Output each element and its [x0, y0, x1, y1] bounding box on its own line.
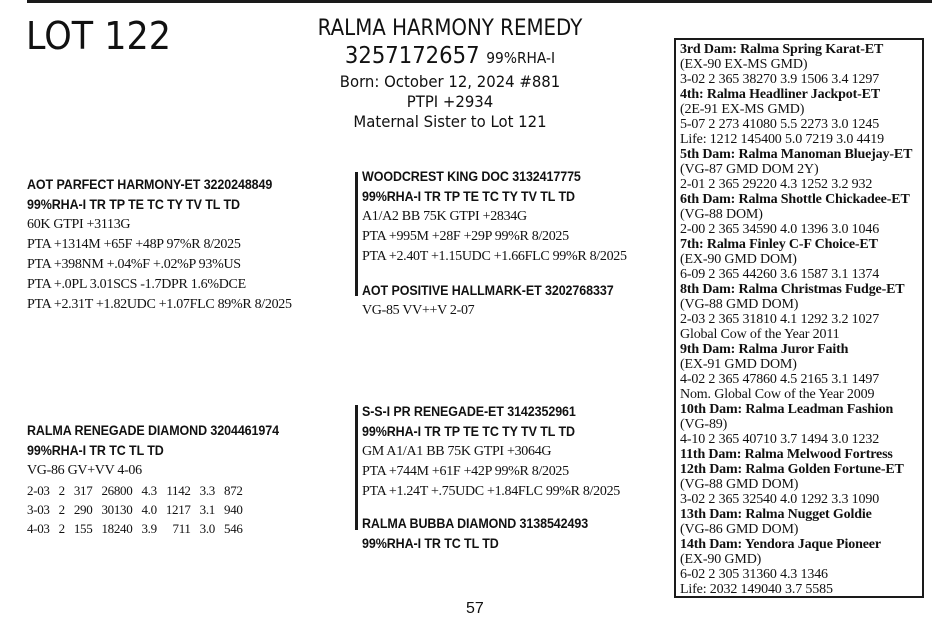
top-rule [27, 0, 932, 3]
sire-title: AOT PARFECT HARMONY-ET 3220248849 [27, 177, 273, 193]
pedigree-detail: (EX-90 EX-MS GMD) [680, 57, 808, 72]
dam-bracket [355, 405, 358, 530]
pedigree-detail: (VG-86 GMD DOM) [680, 522, 799, 537]
record-age: 4-03 [27, 521, 50, 536]
record-protein: 940 [224, 502, 243, 517]
pedigree-ancestor-name: 12th Dam: Ralma Golden Fortune-ET [680, 462, 904, 477]
pedigree-detail: 6-09 2 365 44260 3.6 1587 3.1 1374 [680, 267, 880, 282]
sire-codes: 99%RHA-I TR TP TE TC TY TV TL TD [27, 197, 240, 213]
pedigree-detail: (VG-88 DOM) [680, 207, 763, 222]
record-times: 2 [58, 521, 65, 536]
dam-sire-title: S-S-I PR RENEGADE-ET 3142352961 [362, 404, 576, 420]
pedigree-detail: (VG-88 GMD DOM) [680, 297, 799, 312]
sibling-note: Maternal Sister to Lot 121 [353, 112, 547, 131]
pedigree-detail: 6-02 2 305 31360 4.3 1346 [680, 567, 828, 582]
sire-line: PTA +2.31T +1.82UDC +1.07FLC 89%R 8/2025 [27, 297, 292, 312]
pedigree-ancestor-name: 14th Dam: Yendora Jaque Pioneer [680, 537, 881, 552]
pedigree-detail: 2-03 2 365 31810 4.1 1292 3.2 1027 [680, 312, 880, 327]
sire-dam-block [362, 281, 648, 321]
record-days: 155 [73, 521, 93, 536]
record-protein-pct: 3.0 [199, 521, 215, 536]
pedigree-ancestor-name: 3rd Dam: Ralma Spring Karat-ET [680, 42, 884, 57]
pedigree-detail: (VG-89) [680, 417, 728, 432]
sire-dam-line: VG-85 VV++V 2-07 [362, 303, 475, 318]
pedigree-detail: Life: 2032 149040 3.7 5585 [680, 582, 833, 597]
pedigree-ancestor-name: 8th Dam: Ralma Christmas Fudge-ET [680, 282, 905, 297]
table-row [27, 519, 252, 538]
pedigree-detail: 3-02 2 365 38270 3.9 1506 3.4 1297 [680, 72, 880, 87]
pedigree-detail: Nom. Global Cow of the Year 2009 [680, 387, 875, 402]
sire-sire-codes: 99%RHA-I TR TP TE TC TY TV TL TD [362, 189, 575, 205]
record-fat: 1217 [165, 502, 191, 517]
sire-sire-title: WOODCREST KING DOC 3132417775 [362, 169, 581, 185]
record-milk: 26800 [101, 483, 133, 498]
sire-sire-line: A1/A2 BB 75K GTPI +2834G [362, 209, 527, 224]
pedigree-detail: 5-07 2 273 41080 5.5 2273 3.0 1245 [680, 117, 880, 132]
record-days: 290 [73, 502, 93, 517]
ptpi-value: PTPI +2934 [406, 92, 494, 111]
animal-registration [303, 42, 597, 72]
pedigree-detail: (EX-91 GMD DOM) [680, 357, 797, 372]
pedigree-detail: (2E-91 EX-MS GMD) [680, 102, 805, 117]
record-milk: 18240 [101, 521, 133, 536]
dam-sire-line: PTA +1.24T +.75UDC +1.84FLC 99%R 8/2025 [362, 484, 620, 499]
dam-title: RALMA RENEGADE DIAMOND 3204461974 [27, 423, 279, 439]
dam-block [27, 421, 313, 538]
dam-sire-codes: 99%RHA-I TR TP TE TC TY TV TL TD [362, 424, 575, 440]
pedigree-detail: (VG-88 GMD DOM) [680, 477, 799, 492]
record-protein-pct: 3.1 [199, 502, 215, 517]
table-row [27, 481, 252, 500]
pedigree-ancestor-name: 4th: Ralma Headliner Jackpot-ET [680, 87, 881, 102]
dam-codes: 99%RHA-I TR TC TL TD [27, 443, 164, 459]
pedigree-ancestor-name: 5th Dam: Ralma Manoman Bluejay-ET [680, 147, 913, 162]
pedigree-ancestor-name: 10th Dam: Ralma Leadman Fashion [680, 402, 894, 417]
record-protein-pct: 3.3 [199, 483, 215, 498]
dam-sire-line: GM A1/A1 BB 75K GTPI +3064G [362, 444, 552, 459]
pedigree-detail: 3-02 2 365 32540 4.0 1292 3.3 1090 [680, 492, 880, 507]
animal-name: RALMA HARMONY REMEDY [317, 16, 583, 41]
dam-dam-title: RALMA BUBBA DIAMOND 3138542493 [362, 516, 589, 532]
sire-line: PTA +398NM +.04%F +.02%P 93%US [27, 257, 241, 272]
sire-line: PTA +1314M +65F +48P 97%R 8/2025 [27, 237, 241, 252]
record-milk: 30130 [101, 502, 133, 517]
pedigree-detail: (EX-90 GMD) [680, 552, 762, 567]
pedigree-detail: 4-10 2 365 40710 3.7 1494 3.0 1232 [680, 432, 880, 447]
page-number: 57 [466, 600, 484, 617]
record-times: 2 [58, 502, 65, 517]
dam-dam-codes: 99%RHA-I TR TC TL TD [362, 536, 499, 552]
sire-sire-line: PTA +995M +28F +29P 99%R 8/2025 [362, 229, 569, 244]
pedigree-ancestor-name: 6th Dam: Ralma Shottle Chickadee-ET [680, 192, 910, 207]
breed-percentage: 99%RHA-I [486, 49, 556, 67]
pedigree-ancestor-name: 13th Dam: Ralma Nugget Goldie [680, 507, 872, 522]
maternal-pedigree-box [674, 38, 924, 598]
pedigree-detail: Global Cow of the Year 2011 [680, 327, 840, 342]
record-fat: 1142 [166, 483, 191, 498]
pedigree-detail: (VG-87 GMD DOM 2Y) [680, 162, 819, 177]
pedigree-detail: (EX-90 GMD DOM) [680, 252, 797, 267]
sire-sire-line: PTA +2.40T +1.15UDC +1.66FLC 99%R 8/2025 [362, 249, 627, 264]
pedigree-detail: 2-01 2 365 29220 4.3 1252 3.2 932 [680, 177, 873, 192]
sire-line: 60K GTPI +3113G [27, 217, 131, 232]
dam-sire-line: PTA +744M +61F +42P 99%R 8/2025 [362, 464, 569, 479]
pedigree-detail: 2-00 2 365 34590 4.0 1396 3.0 1046 [680, 222, 880, 237]
record-age: 3-03 [27, 502, 50, 517]
pedigree-ancestor-name: 9th Dam: Ralma Juror Faith [680, 342, 849, 357]
record-protein: 872 [224, 483, 243, 498]
pedigree-detail: 4-02 2 365 47860 4.5 2165 3.1 1497 [680, 372, 880, 387]
pedigree-ancestor-name: 7th: Ralma Finley C-F Choice-ET [680, 237, 878, 252]
dam-classification: VG-86 GV+VV 4-06 [27, 463, 142, 478]
lot-number: LOT 122 [26, 14, 171, 58]
sire-bracket [355, 172, 358, 296]
dam-records-table [27, 481, 252, 538]
registration-number: 3257172657 [344, 43, 480, 69]
record-age: 2-03 [27, 483, 50, 498]
table-row [27, 500, 252, 519]
sire-block [27, 175, 306, 315]
sire-sire-block [362, 167, 627, 267]
dam-sire-block [362, 402, 620, 502]
record-fat: 711 [172, 521, 191, 536]
sire-line: PTA +.0PL 3.01SCS -1.7DPR 1.6%DCE [27, 277, 246, 292]
animal-header [290, 16, 610, 132]
record-times: 2 [58, 483, 65, 498]
record-fat-pct: 3.9 [141, 521, 157, 536]
pedigree-detail: Life: 1212 145400 5.0 7219 3.0 4419 [680, 132, 884, 147]
record-fat-pct: 4.0 [141, 502, 157, 517]
record-fat-pct: 4.3 [141, 483, 157, 498]
pedigree-ancestor-name: 11th Dam: Ralma Melwood Fortress [680, 447, 893, 462]
dam-dam-block [362, 514, 619, 554]
record-days: 317 [73, 483, 93, 498]
sire-dam-title: AOT POSITIVE HALLMARK-ET 3202768337 [362, 283, 614, 299]
record-protein: 546 [224, 521, 243, 536]
birth-date: Born: October 12, 2024 #881 [339, 72, 561, 91]
